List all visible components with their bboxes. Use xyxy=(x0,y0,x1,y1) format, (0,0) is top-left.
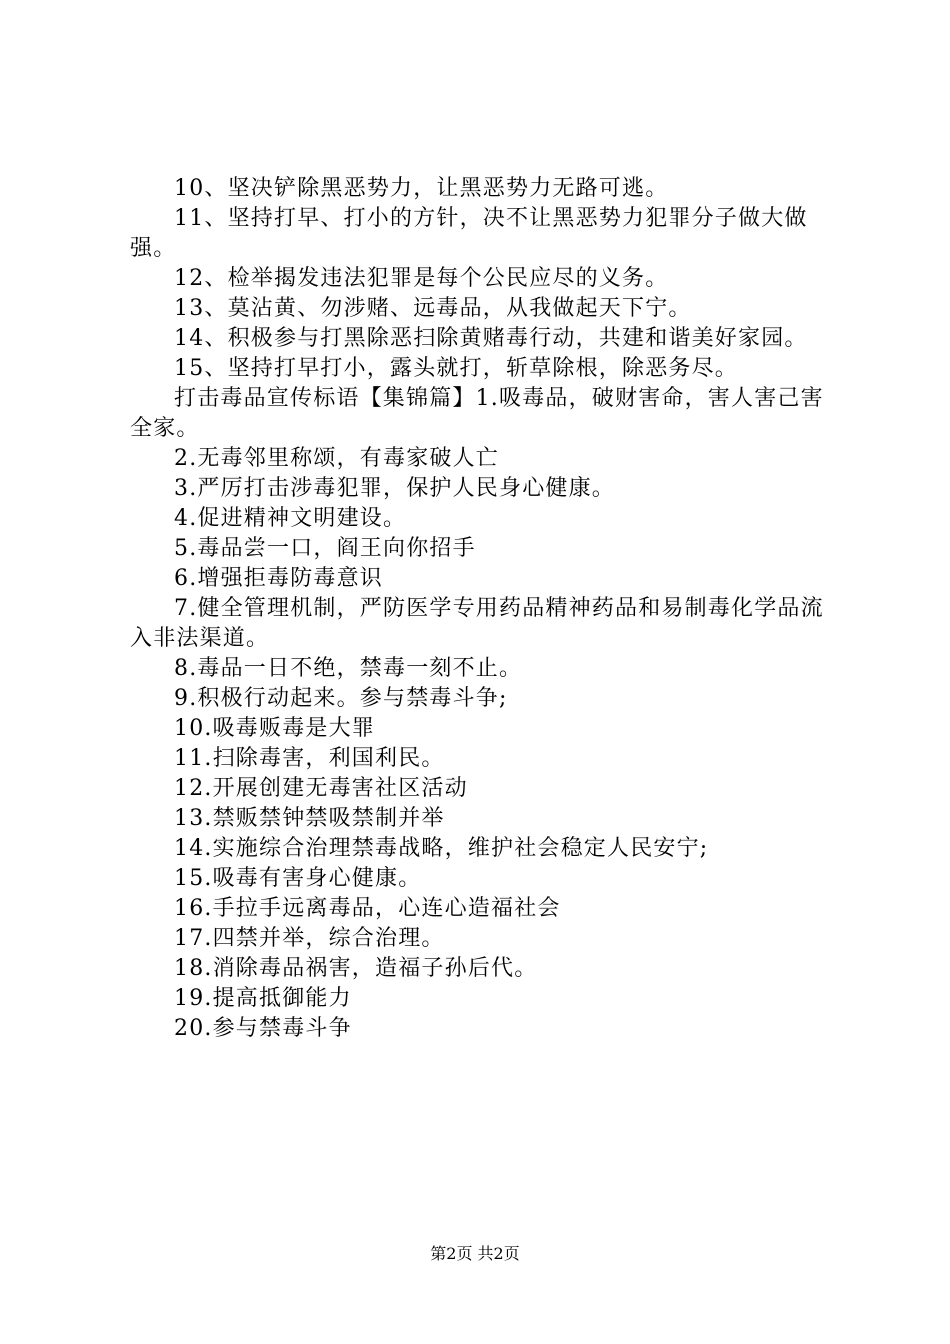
paragraph: 10.吸毒贩毒是大罪 xyxy=(174,716,375,741)
paragraph: 6.增强拒毒防毒意识 xyxy=(174,566,383,591)
paragraph: 打击毒品宣传标语【集锦篇】1.吸毒品，破财害命，害人害己害全家。 xyxy=(130,386,824,441)
paragraph: 14、积极参与打黑除恶扫除黄赌毒行动，共建和谐美好家园。 xyxy=(174,326,808,351)
paragraph: 13.禁贩禁钟禁吸禁制并举 xyxy=(174,806,445,831)
paragraph: 17.四禁并举，综合治理。 xyxy=(174,926,445,951)
paragraph: 3.严厉打击涉毒犯罪，保护人民身心健康。 xyxy=(174,476,615,501)
paragraph: 8.毒品一日不绝，禁毒一刻不止。 xyxy=(174,656,523,681)
paragraph: 15、坚持打早打小，露头就打，斩草除根，除恶务尽。 xyxy=(174,356,738,381)
paragraph: 11.扫除毒害，利国利民。 xyxy=(174,746,445,771)
paragraph: 2.无毒邻里称颂，有毒家破人亡 xyxy=(174,446,499,471)
page-number-label: 第2页 共2页 xyxy=(430,1244,520,1263)
paragraph: 9.积极行动起来。参与禁毒斗争; xyxy=(174,686,508,711)
page-footer xyxy=(0,1244,950,1264)
paragraph: 13、莫沾黄、勿涉赌、远毒品，从我做起天下宁。 xyxy=(174,296,692,321)
paragraph: 18.消除毒品祸害，造福子孙后代。 xyxy=(174,956,538,981)
paragraph: 11、坚持打早、打小的方针，决不让黑恶势力犯罪分子做大做强。 xyxy=(130,206,808,261)
paragraph: 15.吸毒有害身心健康。 xyxy=(174,866,422,891)
paragraph: 4.促进精神文明建设。 xyxy=(174,506,407,531)
paragraph: 14.实施综合治理禁毒战略，维护社会稳定人民安宁; xyxy=(174,836,709,861)
paragraph: 12.开展创建无毒害社区活动 xyxy=(174,776,468,801)
paragraph: 10、坚决铲除黑恶势力，让黑恶势力无路可逃。 xyxy=(174,176,669,201)
document-body xyxy=(130,174,830,1044)
paragraph: 5.毒品尝一口，阎王向你招手 xyxy=(174,536,476,561)
paragraph: 12、检举揭发违法犯罪是每个公民应尽的义务。 xyxy=(174,266,669,291)
paragraph: 7.健全管理机制，严防医学专用药品精神药品和易制毒化学品流入非法渠道。 xyxy=(130,596,824,651)
paragraph: 20.参与禁毒斗争 xyxy=(174,1016,352,1041)
paragraph: 16.手拉手远离毒品，心连心造福社会 xyxy=(174,896,561,921)
paragraph: 19.提高抵御能力 xyxy=(174,986,352,1011)
